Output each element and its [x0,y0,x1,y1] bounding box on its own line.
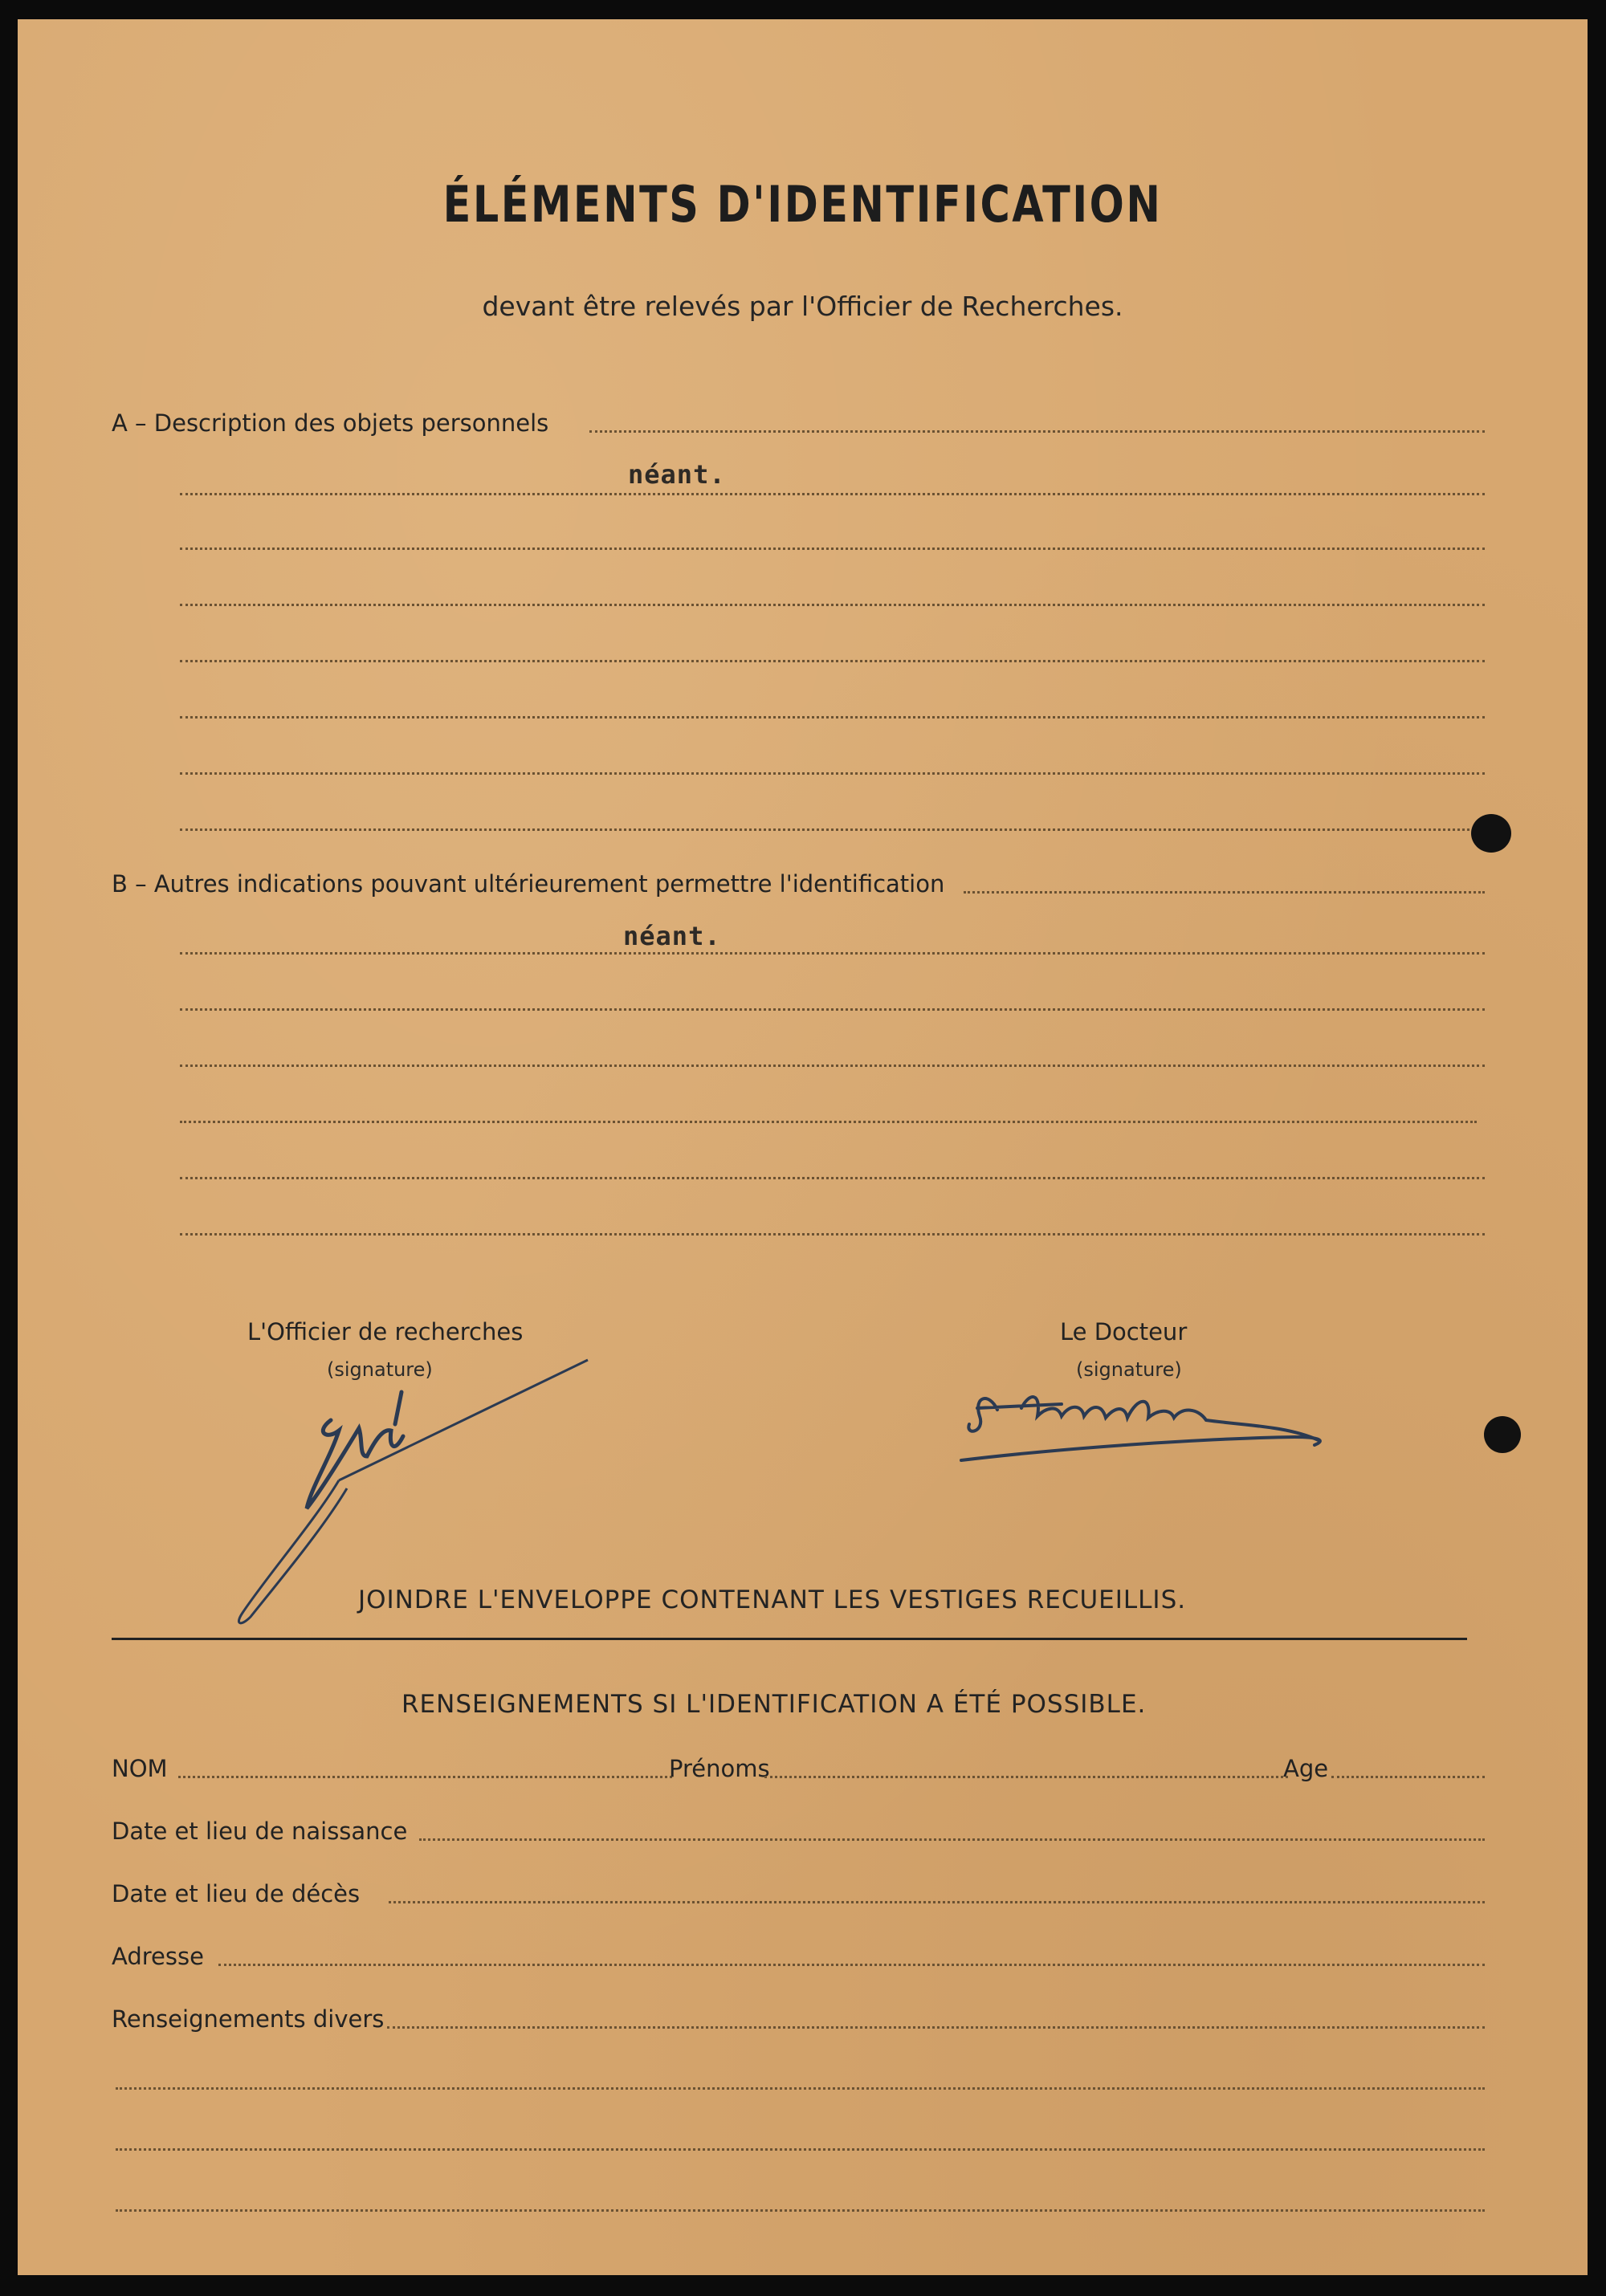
section-a-line-7 [180,772,1485,775]
punch-hole-bottom [1484,1416,1521,1453]
page-subtitle: devant être relevés par l'Officier de Recherches. [482,291,1123,322]
section-b-line-1 [964,891,1485,894]
section-b-line-5 [180,1121,1477,1123]
form-page [18,19,1588,2275]
section-b-line-4 [180,1065,1485,1067]
section-a-line-6 [180,716,1485,719]
section-b-line-7 [180,1233,1485,1236]
prenoms-label: Prénoms [669,1755,770,1782]
section-a-line-5 [180,660,1485,662]
envelope-notice: JOINDRE L'ENVELOPPE CONTENANT LES VESTIGES RECUEILLIS. [358,1586,1187,1614]
divers-label: Renseignements divers [112,2005,385,2033]
divers-field-2[interactable] [116,2087,1485,2090]
adresse-label: Adresse [112,1943,204,1970]
section-a-line-4 [180,604,1485,606]
section-a-value: néant. [628,459,726,490]
nom-label: NOM [112,1755,168,1782]
naissance-label: Date et lieu de naissance [112,1818,408,1845]
divers-field-1[interactable] [387,2026,1485,2029]
divers-field-3[interactable] [116,2148,1485,2151]
section-b-label: B – Autres indications pouvant ultérieurement permettre l'identification [112,870,945,898]
divers-field-4[interactable] [116,2209,1485,2212]
punch-hole-top [1471,814,1511,853]
doctor-signature [941,1360,1423,1480]
section-a-line-1 [589,430,1485,433]
section-a-line-8 [180,828,1485,831]
section-b-line-2 [180,952,1485,955]
section-divider [112,1638,1467,1640]
prenoms-field[interactable] [764,1776,1288,1778]
doctor-signature-hint: (signature) [1076,1358,1182,1381]
age-field[interactable] [1331,1776,1485,1778]
age-label: Age [1283,1755,1329,1782]
page-title: ÉLÉMENTS D'IDENTIFICATION [442,175,1163,234]
deces-label: Date et lieu de décès [112,1880,361,1907]
section-b-line-3 [180,1008,1485,1011]
section-b-line-6 [180,1177,1485,1179]
adresse-field[interactable] [218,1964,1485,1966]
section-a-line-3 [180,548,1485,550]
section-a-label: A – Description des objets personnels [112,409,549,437]
officer-signature-hint: (signature) [327,1358,433,1381]
nom-field[interactable] [178,1776,672,1778]
section-b-value: néant. [623,921,721,951]
identification-heading: RENSEIGNEMENTS SI L'IDENTIFICATION A ÉTÉ POSSIBLE. [402,1690,1147,1719]
section-a-line-2 [180,493,1485,495]
deces-field[interactable] [389,1901,1485,1903]
naissance-field[interactable] [419,1838,1485,1841]
doctor-label: Le Docteur [1060,1318,1188,1345]
officer-label: L'Officier de recherches [247,1318,524,1345]
